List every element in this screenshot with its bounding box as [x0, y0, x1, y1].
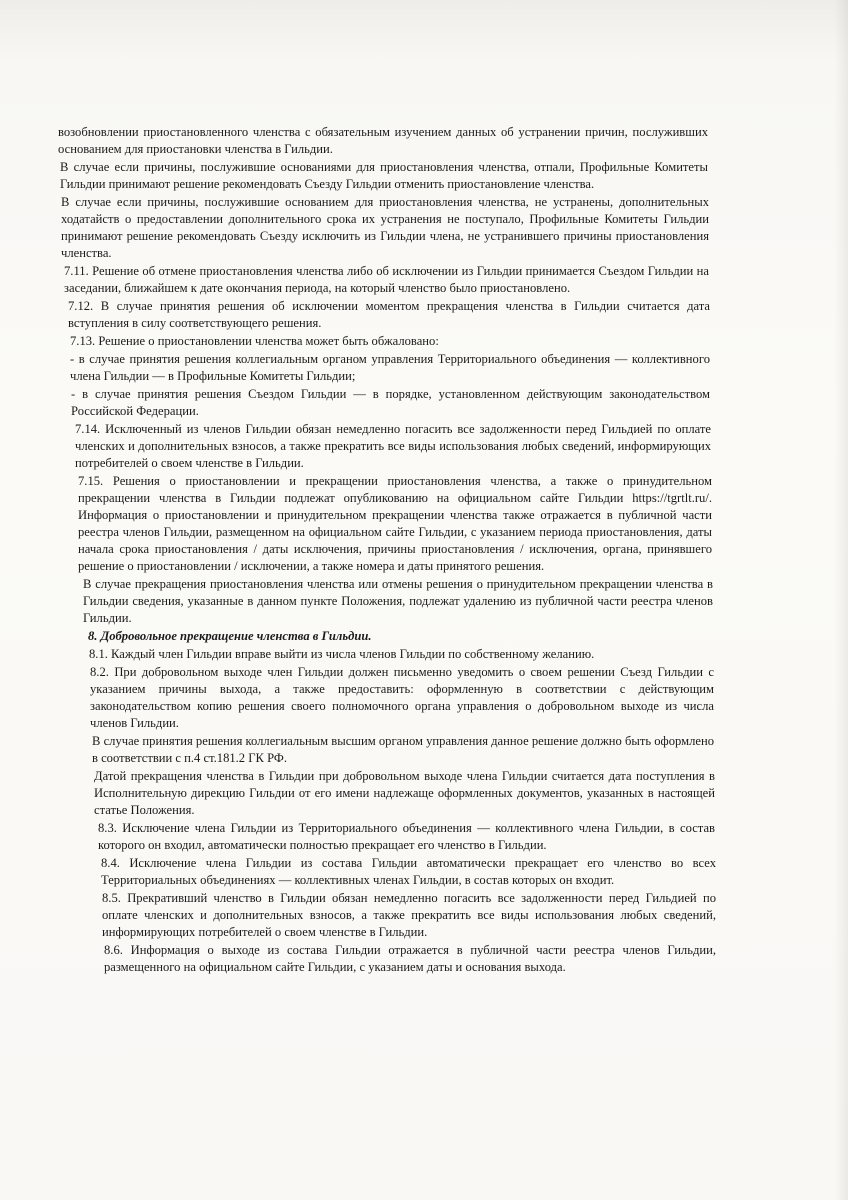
paragraph: 8.5. Прекративший членство в Гильдии обязан немедленно погасить все задолженности перед Гильдией по оплате членских и дополнительных взносов, а также прекратить все виды использования любых сведений, информирующих потребителей о своем членстве в Гильдии. [102, 891, 716, 939]
paragraph: 8. Добровольное прекращение членства в Гильдии. [88, 629, 372, 643]
document-body [58, 124, 718, 977]
paragraph: В случае прекращения приостановления членства или отмены решения о принудительном прекращении членства в Гильдии сведения, указанные в данном пункте Положения, подлежат удалению из публичной части реестра членов Гильдии. [83, 577, 713, 625]
paragraph: возобновлении приостановленного членства с обязательным изучением данных об устранении причин, послуживших основанием для приостановки членства в Гильдии. [58, 125, 708, 156]
paragraph: В случае если причины, послужившие основанием для приостановления членства, не устранены, дополнительных ходатайств о предоставлении дополнительного срока их устранения не поступало, Профильные Комитеты Гильдии принимают решение рекомендовать Съезду исключить из Гильдии члена, не устранившего причины приостановления членства. [61, 195, 709, 260]
paragraph: 8.2. При добровольном выходе член Гильдии должен письменно уведомить о своем решении Съезд Гильдии с указанием причины выхода, а также предоставить: оформленную в соответствии с действующим законодательством копию решения своего полномочного органа управления о добровольном выходе из числа членов Гильдии. [90, 665, 714, 730]
paragraph: 7.11. Решение об отмене приостановления членства либо об исключении из Гильдии принимается Съездом Гильдии на заседании, ближайшем к дате окончания периода, на который членство было приостановлено. [64, 264, 709, 295]
paragraph: Датой прекращения членства в Гильдии при добровольном выходе члена Гильдии считается дата поступления в Исполнительную дирекцию Гильдии от его имени надлежаще оформленных документов, указанных в настоящей статье Положения. [94, 769, 715, 817]
paragraph: В случае если причины, послужившие основаниями для приостановления членства, отпали, Профильные Комитеты Гильдии принимают решение рекомендовать Съезду Гильдии отменить приостановление членства. [60, 160, 708, 191]
paragraph: 8.1. Каждый член Гильдии вправе выйти из числа членов Гильдии по собственному желанию. [89, 647, 595, 661]
page-edge-shadow [834, 0, 848, 1200]
paragraph: - в случае принятия решения Съездом Гильдии — в порядке, установленном действующим законодательством Российской Федерации. [71, 387, 710, 418]
paragraph: 8.4. Исключение члена Гильдии из состава Гильдии автоматически прекращает его членство во всех Территориальных объединениях — коллективных членах Гильдии, в состав которых он входит. [101, 856, 716, 887]
paragraph: 8.6. Информация о выходе из состава Гильдии отражается в публичной части реестра членов Гильдии, размещенного на официальном сайте Гильдии, с указанием даты и основания выхода. [104, 943, 716, 974]
paragraph: 7.15. Решения о приостановлении и прекращении приостановления членства, а также о принудительном прекращении членства в Гильдии подлежат опубликованию на официальном сайте Гильдии https://tgrtlt.ru/. Информация о приостановлении и принудительном прекращении членства также отражается в публичной части реестра членов Гильдии, размещенном на официальном сайте Гильдии, с указанием периода приостановления, даты начала срока приостановления / даты исключения, причины приостановления / исключения, органа, принявшего решение о приостановлении / исключении, а также номера и даты принятого решения. [78, 474, 712, 573]
paragraph: 7.14. Исключенный из членов Гильдии обязан немедленно погасить все задолженности перед Гильдией по оплате членских и дополнительных взносов, а также прекратить все виды использования любых сведений, информирующих потребителей о своем членстве в Гильдии. [75, 422, 711, 470]
paragraph: 7.12. В случае принятия решения об исключении моментом прекращения членства в Гильдии считается дата вступления в силу соответствующего решения. [68, 299, 710, 330]
paragraph: 8.3. Исключение члена Гильдии из Территориального объединения — коллективного члена Гильдии, в состав которого он входил, автоматически полностью прекращает его членство в Гильдии. [98, 821, 715, 852]
paragraph: В случае принятия решения коллегиальным высшим органом управления данное решение должно быть оформлено в соответствии с п.4 ст.181.2 ГК РФ. [92, 734, 714, 765]
paragraph: 7.13. Решение о приостановлении членства может быть обжаловано: [70, 334, 439, 348]
paragraph: - в случае принятия решения коллегиальным органом управления Территориального объединения — коллективного члена Гильдии — в Профильные Комитеты Гильдии; [70, 352, 710, 383]
